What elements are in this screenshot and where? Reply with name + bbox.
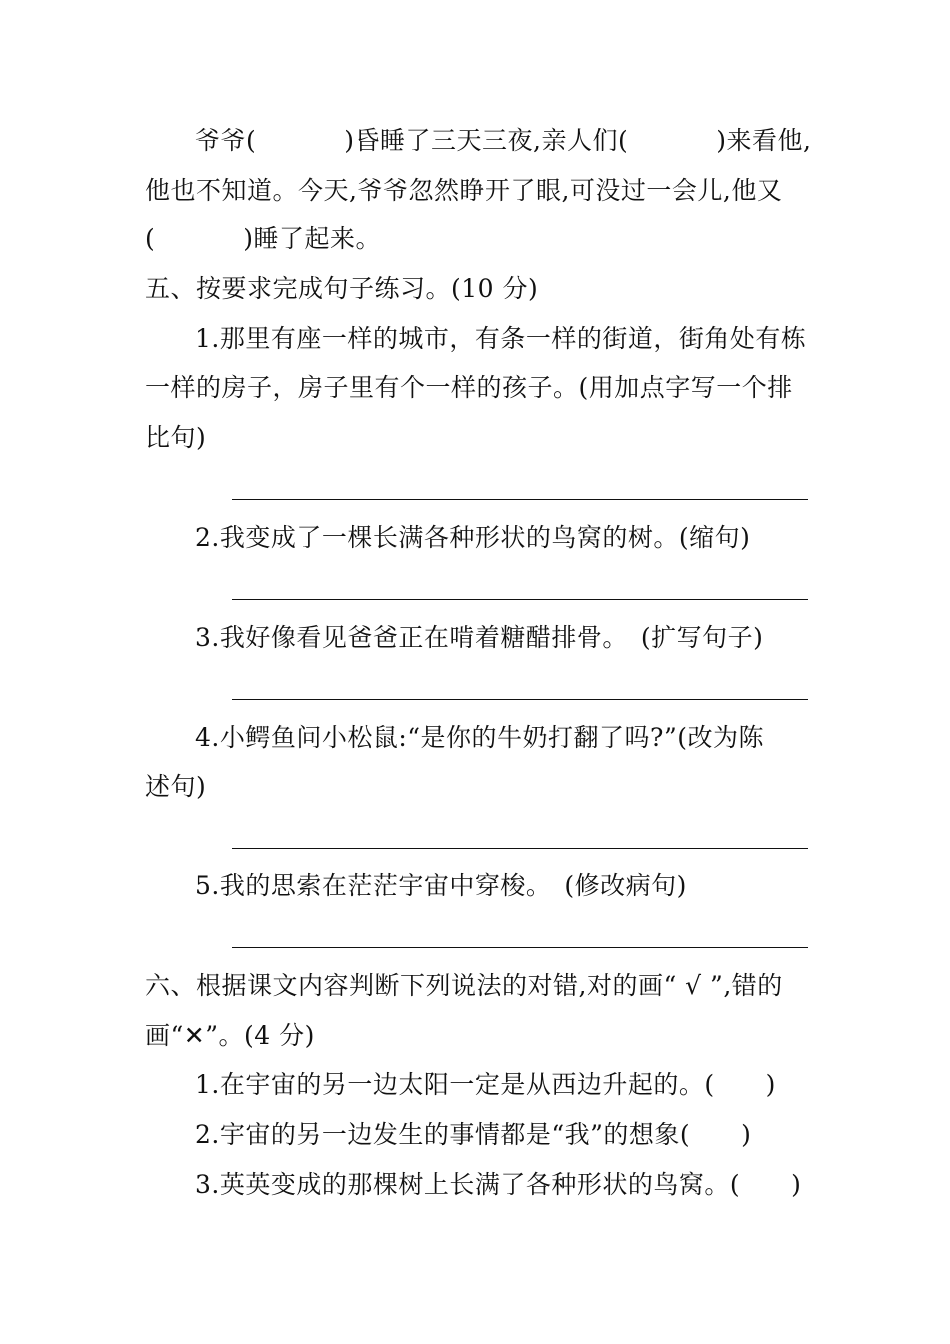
q3-answer-line[interactable]	[232, 699, 808, 700]
q1-line-1: 1.那里有座一样的城市，有条一样的街道，街角处有栋	[195, 324, 807, 353]
section6-heading-line-2: 画“✕”。(4 分)	[145, 1021, 315, 1050]
q4-line-2: 述句)	[145, 772, 207, 801]
q2-answer-line[interactable]	[232, 599, 808, 600]
judge-item-2[interactable]: 2.宇宙的另一边发生的事情都是“我”的想象( )	[195, 1120, 752, 1149]
judge-item-1[interactable]: 1.在宇宙的另一边太阳一定是从西边升起的。( )	[195, 1070, 776, 1099]
judge-item-3[interactable]: 3.英英变成的那棵树上长满了各种形状的鸟窝。( )	[195, 1170, 802, 1199]
q1-line-3: 比句)	[145, 423, 207, 452]
q1-line-2: 一样的房子，房子里有个一样的孩子。(用加点字写一个排	[145, 373, 793, 402]
q4-answer-line[interactable]	[232, 848, 808, 849]
q5-text: 5.我的思索在茫茫宇宙中穿梭。 (修改病句)	[195, 871, 687, 900]
section6-heading-line-1: 六、根据课文内容判断下列说法的对错,对的画“ √ ”,错的	[145, 971, 783, 1000]
q2-text: 2.我变成了一棵长满各种形状的鸟窝的树。(缩句)	[195, 523, 751, 552]
q5-answer-line[interactable]	[232, 947, 808, 948]
passage-line-2: 他也不知道。今天,爷爷忽然睁开了眼,可没过一会儿,他又	[145, 176, 783, 205]
passage-line-1: 爷爷( )昏睡了三天三夜,亲人们( )来看他,	[195, 126, 812, 155]
q4-line-1: 4.小鳄鱼问小松鼠:“是你的牛奶打翻了吗?”(改为陈	[195, 723, 764, 752]
q3-text: 3.我好像看见爸爸正在啃着糖醋排骨。 (扩写句子)	[195, 623, 764, 652]
passage-line-3: ( )睡了起来。	[145, 224, 382, 253]
section5-heading: 五、按要求完成句子练习。(10 分)	[145, 274, 539, 303]
q1-answer-line[interactable]	[232, 499, 808, 500]
